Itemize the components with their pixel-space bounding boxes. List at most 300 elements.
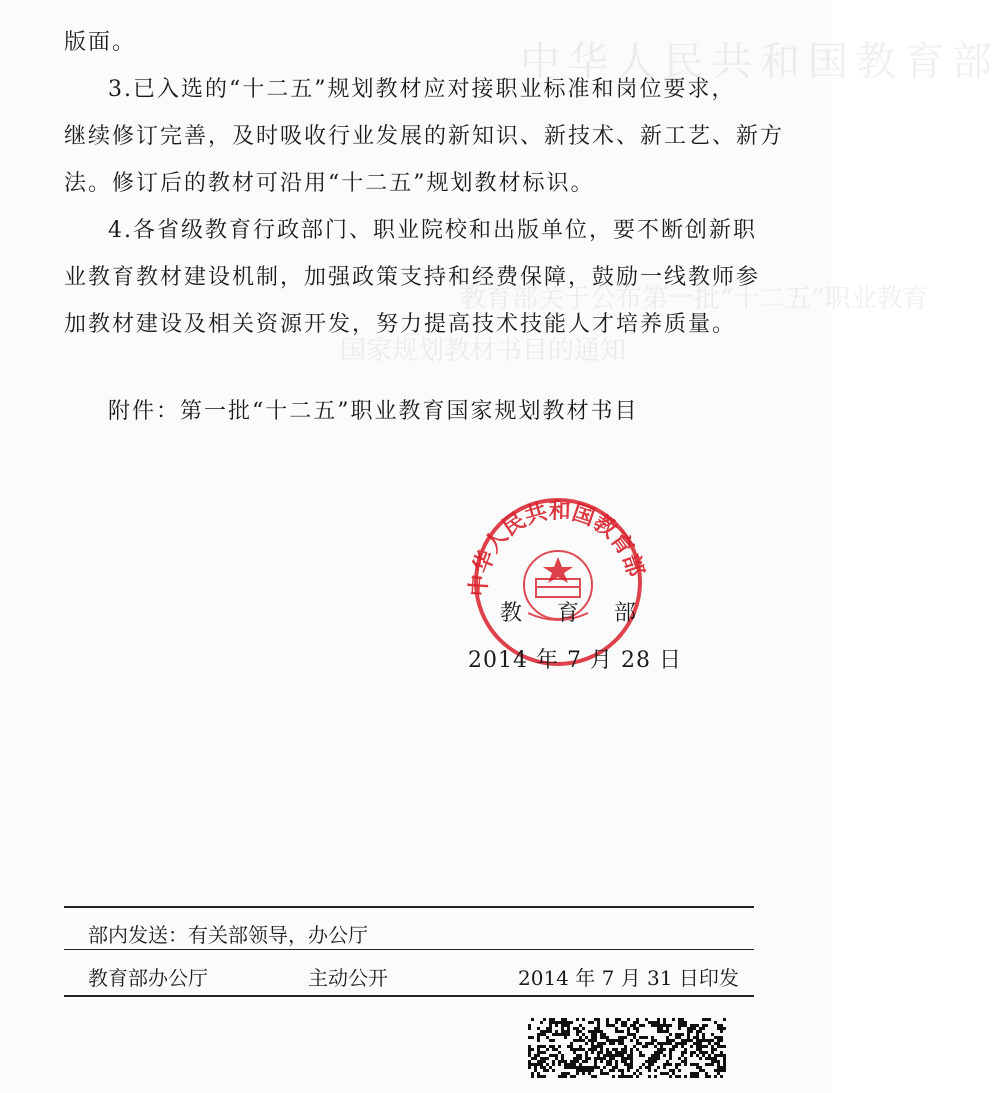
barcode-module: [543, 1060, 546, 1063]
barcode-module: [567, 1063, 570, 1066]
barcode-module: [555, 1021, 558, 1024]
barcode-module: [582, 1018, 585, 1021]
barcode-module: [603, 1054, 606, 1057]
issuer-label: 教育部办公厅: [88, 966, 208, 990]
barcode-module: [546, 1069, 549, 1072]
barcode-module: [612, 1039, 615, 1042]
barcode-module: [564, 1063, 567, 1066]
barcode-module: [531, 1072, 534, 1075]
barcode-module: [528, 1024, 531, 1027]
barcode-module: [564, 1024, 567, 1027]
barcode-module: [537, 1048, 540, 1051]
barcode-module: [546, 1030, 549, 1033]
barcode-module: [621, 1069, 624, 1072]
barcode-module: [621, 1036, 624, 1039]
barcode-module: [720, 1036, 723, 1039]
barcode-module: [666, 1036, 669, 1039]
barcode-module: [717, 1042, 720, 1045]
barcode-module: [636, 1069, 639, 1072]
barcode-module: [678, 1018, 681, 1021]
barcode-module: [582, 1027, 585, 1030]
barcode-module: [696, 1048, 699, 1051]
barcode-module: [693, 1036, 696, 1039]
barcode-module: [591, 1045, 594, 1048]
barcode-module: [651, 1063, 654, 1066]
barcode-module: [651, 1021, 654, 1024]
barcode-module: [576, 1060, 579, 1063]
barcode-module: [684, 1075, 687, 1078]
disclosure-label: 主动公开: [308, 966, 388, 990]
barcode-module: [576, 1069, 579, 1072]
barcode-module: [612, 1024, 615, 1027]
barcode-module: [570, 1045, 573, 1048]
barcode-module: [603, 1033, 606, 1036]
barcode-module: [603, 1072, 606, 1075]
barcode-module: [573, 1027, 576, 1030]
barcode-module: [633, 1045, 636, 1048]
barcode-module: [714, 1021, 717, 1024]
barcode-module: [609, 1057, 612, 1060]
barcode-module: [639, 1051, 642, 1054]
barcode-module: [648, 1021, 651, 1024]
barcode-module: [606, 1051, 609, 1054]
barcode-module: [651, 1024, 654, 1027]
barcode-module: [720, 1027, 723, 1030]
barcode-module: [555, 1033, 558, 1036]
barcode-module: [633, 1024, 636, 1027]
barcode-module: [552, 1054, 555, 1057]
barcode-module: [678, 1027, 681, 1030]
barcode-module: [618, 1075, 621, 1078]
barcode-module: [720, 1051, 723, 1054]
barcode-module: [669, 1054, 672, 1057]
barcode-module: [573, 1075, 576, 1078]
barcode-module: [708, 1054, 711, 1057]
barcode-module: [570, 1060, 573, 1063]
barcode-module: [666, 1030, 669, 1033]
barcode-module: [552, 1060, 555, 1063]
barcode-module: [543, 1018, 546, 1021]
barcode-module: [630, 1051, 633, 1054]
barcode-module: [675, 1066, 678, 1069]
barcode-module: [717, 1024, 720, 1027]
barcode-module: [672, 1045, 675, 1048]
barcode-module: [690, 1063, 693, 1066]
barcode-module: [621, 1054, 624, 1057]
barcode-module: [573, 1066, 576, 1069]
barcode-module: [528, 1045, 531, 1048]
barcode-module: [690, 1054, 693, 1057]
barcode-module: [621, 1051, 624, 1054]
barcode-module: [576, 1054, 579, 1057]
barcode-module: [627, 1066, 630, 1069]
barcode-module: [654, 1069, 657, 1072]
barcode-module: [723, 1069, 726, 1072]
barcode-module: [585, 1054, 588, 1057]
barcode-module: [600, 1072, 603, 1075]
barcode-module: [585, 1066, 588, 1069]
barcode-module: [717, 1045, 720, 1048]
barcode-module: [669, 1024, 672, 1027]
barcode-module: [669, 1042, 672, 1045]
barcode-module: [660, 1024, 663, 1027]
barcode-module: [615, 1018, 618, 1021]
attachment-line: 附件：第一批“十二五”职业教育国家规划教材书目: [108, 399, 639, 424]
barcode-module: [585, 1069, 588, 1072]
barcode-module: [570, 1066, 573, 1069]
barcode-module: [615, 1060, 618, 1063]
barcode-module: [582, 1069, 585, 1072]
barcode-module: [642, 1024, 645, 1027]
barcode-module: [621, 1075, 624, 1078]
barcode-module: [561, 1072, 564, 1075]
barcode-module: [597, 1051, 600, 1054]
barcode-module: [702, 1018, 705, 1021]
barcode-module: [528, 1063, 531, 1066]
barcode-module: [657, 1051, 660, 1054]
barcode-module: [594, 1030, 597, 1033]
barcode-module: [621, 1030, 624, 1033]
barcode-module: [663, 1042, 666, 1045]
barcode-module: [555, 1030, 558, 1033]
barcode-module: [579, 1069, 582, 1072]
barcode-module: [633, 1021, 636, 1024]
barcode-module: [669, 1048, 672, 1051]
barcode-module: [681, 1054, 684, 1057]
barcode-module: [693, 1051, 696, 1054]
barcode-module: [567, 1027, 570, 1030]
barcode-module: [558, 1063, 561, 1066]
barcode-module: [636, 1021, 639, 1024]
barcode-module: [690, 1045, 693, 1048]
barcode-module: [615, 1054, 618, 1057]
barcode-module: [615, 1048, 618, 1051]
barcode-module: [609, 1042, 612, 1045]
barcode-module: [582, 1048, 585, 1051]
barcode-module: [579, 1024, 582, 1027]
barcode-module: [660, 1051, 663, 1054]
barcode-module: [615, 1027, 618, 1030]
distribution-line: 部内发送：有关部领导，办公厅: [88, 923, 368, 947]
barcode-module: [645, 1018, 648, 1021]
barcode-module: [645, 1042, 648, 1045]
barcode-module: [540, 1051, 543, 1054]
barcode-module: [657, 1018, 660, 1021]
barcode-module: [552, 1045, 555, 1048]
barcode-module: [546, 1048, 549, 1051]
barcode-module: [678, 1036, 681, 1039]
body-line: 继续修订完善，及时吸收行业发展的新知识、新技术、新工艺、新方: [64, 124, 785, 149]
barcode-module: [591, 1051, 594, 1054]
barcode-module: [591, 1069, 594, 1072]
barcode-module: [684, 1060, 687, 1063]
barcode-module: [681, 1060, 684, 1063]
barcode-module: [672, 1072, 675, 1075]
barcode-module: [606, 1063, 609, 1066]
barcode-module: [648, 1057, 651, 1060]
barcode-module: [699, 1069, 702, 1072]
barcode-module: [528, 1066, 531, 1069]
barcode-module: [537, 1039, 540, 1042]
barcode-module: [681, 1021, 684, 1024]
barcode-module: [711, 1039, 714, 1042]
barcode-module: [612, 1042, 615, 1045]
barcode-module: [564, 1072, 567, 1075]
barcode-module: [660, 1027, 663, 1030]
barcode-module: [528, 1048, 531, 1051]
barcode-module: [612, 1048, 615, 1051]
barcode-module: [591, 1036, 594, 1039]
barcode-module: [657, 1021, 660, 1024]
barcode-module: [702, 1051, 705, 1054]
barcode-module: [693, 1072, 696, 1075]
barcode-module: [600, 1030, 603, 1033]
barcode-module: [648, 1066, 651, 1069]
barcode-module: [687, 1039, 690, 1042]
barcode-module: [567, 1021, 570, 1024]
barcode-module: [618, 1042, 621, 1045]
barcode-module: [717, 1027, 720, 1030]
barcode-module: [540, 1057, 543, 1060]
barcode-module: [663, 1024, 666, 1027]
barcode-module: [624, 1024, 627, 1027]
barcode-module: [675, 1045, 678, 1048]
barcode-module: [609, 1063, 612, 1066]
barcode-module: [600, 1048, 603, 1051]
barcode-module: [690, 1051, 693, 1054]
barcode-module: [630, 1063, 633, 1066]
barcode-module: [723, 1054, 726, 1057]
barcode-module: [711, 1060, 714, 1063]
barcode-module: [714, 1060, 717, 1063]
barcode-module: [549, 1030, 552, 1033]
barcode-module: [540, 1075, 543, 1078]
barcode-module: [711, 1048, 714, 1051]
barcode-module: [537, 1027, 540, 1030]
barcode-module: [564, 1021, 567, 1024]
barcode-module: [684, 1057, 687, 1060]
barcode-module: [696, 1030, 699, 1033]
barcode-module: [549, 1066, 552, 1069]
barcode-module: [594, 1066, 597, 1069]
barcode-module: [714, 1048, 717, 1051]
barcode-module: [573, 1063, 576, 1066]
barcode-module: [600, 1033, 603, 1036]
barcode-module: [573, 1057, 576, 1060]
barcode-module: [723, 1018, 726, 1021]
barcode-module: [630, 1054, 633, 1057]
barcode-module: [705, 1075, 708, 1078]
body-line: 版面。: [64, 30, 137, 55]
barcode-module: [672, 1039, 675, 1042]
barcode-module: [540, 1063, 543, 1066]
barcode-module: [723, 1060, 726, 1063]
barcode-module: [591, 1048, 594, 1051]
barcode-module: [531, 1063, 534, 1066]
barcode-module: [654, 1057, 657, 1060]
barcode-module: [534, 1069, 537, 1072]
body-line: 3.已入选的“十二五”规划教材应对接职业标准和岗位要求，: [108, 77, 736, 102]
barcode-module: [534, 1057, 537, 1060]
barcode-module: [606, 1048, 609, 1051]
barcode-module: [696, 1042, 699, 1045]
barcode-module: [624, 1051, 627, 1054]
body-line: 法。修订后的教材可沿用“十二五”规划教材标识。: [64, 171, 595, 196]
barcode-module: [564, 1033, 567, 1036]
barcode-module: [549, 1024, 552, 1027]
barcode-module: [627, 1075, 630, 1078]
barcode-module: [561, 1021, 564, 1024]
barcode-module: [666, 1027, 669, 1030]
barcode-module: [711, 1033, 714, 1036]
bleed-through-text: 国家规划教材书目的通知: [340, 336, 627, 366]
barcode-module: [531, 1036, 534, 1039]
barcode-module: [600, 1042, 603, 1045]
barcode-module: [558, 1045, 561, 1048]
barcode-module: [597, 1066, 600, 1069]
barcode-module: [705, 1057, 708, 1060]
barcode-module: [597, 1054, 600, 1057]
barcode-module: [567, 1072, 570, 1075]
barcode-module: [648, 1060, 651, 1063]
barcode-module: [621, 1039, 624, 1042]
barcode-module: [669, 1057, 672, 1060]
barcode-module: [606, 1072, 609, 1075]
barcode-module: [705, 1024, 708, 1027]
barcode-module: [624, 1048, 627, 1051]
barcode-module: [717, 1072, 720, 1075]
barcode-module: [705, 1063, 708, 1066]
barcode-module: [714, 1057, 717, 1060]
barcode-module: [561, 1018, 564, 1021]
barcode-module: [552, 1033, 555, 1036]
barcode-module: [714, 1036, 717, 1039]
barcode-module: [561, 1030, 564, 1033]
barcode-module: [717, 1054, 720, 1057]
barcode-module: [714, 1075, 717, 1078]
barcode-module: [612, 1075, 615, 1078]
barcode-module: [606, 1060, 609, 1063]
barcode-module: [573, 1051, 576, 1054]
barcode-module: [582, 1039, 585, 1042]
barcode-module: [609, 1069, 612, 1072]
barcode-module: [705, 1051, 708, 1054]
barcode-module: [684, 1021, 687, 1024]
barcode-module: [639, 1036, 642, 1039]
barcode-module: [654, 1024, 657, 1027]
barcode-module: [594, 1048, 597, 1051]
barcode-module: [696, 1075, 699, 1078]
barcode-module: [600, 1036, 603, 1039]
barcode-module: [591, 1030, 594, 1033]
barcode-module: [528, 1051, 531, 1054]
barcode-module: [699, 1048, 702, 1051]
barcode-module: [585, 1051, 588, 1054]
barcode-module: [717, 1060, 720, 1063]
barcode-module: [663, 1021, 666, 1024]
barcode-module: [699, 1057, 702, 1060]
barcode-module: [591, 1075, 594, 1078]
barcode-module: [612, 1069, 615, 1072]
barcode-module: [588, 1039, 591, 1042]
barcode-module: [588, 1057, 591, 1060]
barcode-module: [594, 1063, 597, 1066]
barcode-module: [600, 1045, 603, 1048]
barcode-module: [564, 1030, 567, 1033]
barcode-module: [696, 1036, 699, 1039]
barcode-module: [720, 1039, 723, 1042]
barcode-module: [543, 1033, 546, 1036]
barcode-module: [537, 1045, 540, 1048]
barcode-module: [705, 1039, 708, 1042]
barcode-module: [663, 1048, 666, 1051]
barcode-module: [606, 1021, 609, 1024]
barcode-module: [537, 1036, 540, 1039]
barcode-module: [639, 1072, 642, 1075]
barcode-module: [615, 1063, 618, 1066]
barcode-module: [570, 1048, 573, 1051]
barcode-module: [699, 1051, 702, 1054]
barcode-module: [582, 1060, 585, 1063]
barcode-module: [594, 1039, 597, 1042]
barcode-module: [576, 1027, 579, 1030]
barcode-module: [594, 1018, 597, 1021]
barcode-module: [654, 1021, 657, 1024]
barcode-module: [639, 1054, 642, 1057]
barcode-module: [720, 1054, 723, 1057]
barcode-module: [678, 1069, 681, 1072]
barcode-module: [702, 1027, 705, 1030]
barcode-module: [594, 1027, 597, 1030]
barcode-module: [630, 1033, 633, 1036]
barcode-module: [576, 1048, 579, 1051]
barcode-module: [675, 1036, 678, 1039]
barcode-module: [615, 1030, 618, 1033]
barcode-module: [609, 1054, 612, 1057]
barcode-module: [681, 1051, 684, 1054]
barcode-module: [579, 1030, 582, 1033]
barcode-module: [555, 1057, 558, 1060]
barcode-module: [681, 1045, 684, 1048]
barcode-module: [540, 1030, 543, 1033]
barcode-module: [672, 1048, 675, 1051]
barcode-module: [702, 1024, 705, 1027]
official-seal-icon: [458, 487, 658, 667]
barcode-module: [696, 1066, 699, 1069]
barcode-module: [564, 1060, 567, 1063]
barcode-module: [594, 1033, 597, 1036]
barcode-module: [621, 1072, 624, 1075]
barcode-module: [657, 1027, 660, 1030]
barcode-module: [720, 1024, 723, 1027]
barcode-module: [588, 1072, 591, 1075]
barcode-module: [540, 1033, 543, 1036]
barcode-module: [654, 1054, 657, 1057]
barcode-module: [651, 1054, 654, 1057]
barcode-module: [705, 1045, 708, 1048]
barcode-module: [651, 1057, 654, 1060]
barcode-module: [540, 1066, 543, 1069]
body-line: 4.各省级教育行政部门、职业院校和出版单位，要不断创新职: [108, 218, 757, 243]
barcode-module: [561, 1054, 564, 1057]
barcode-module: [684, 1042, 687, 1045]
barcode-module: [615, 1051, 618, 1054]
barcode-module: [687, 1036, 690, 1039]
barcode-module: [615, 1066, 618, 1069]
barcode-module: [690, 1075, 693, 1078]
barcode-module: [552, 1021, 555, 1024]
barcode-module: [537, 1072, 540, 1075]
